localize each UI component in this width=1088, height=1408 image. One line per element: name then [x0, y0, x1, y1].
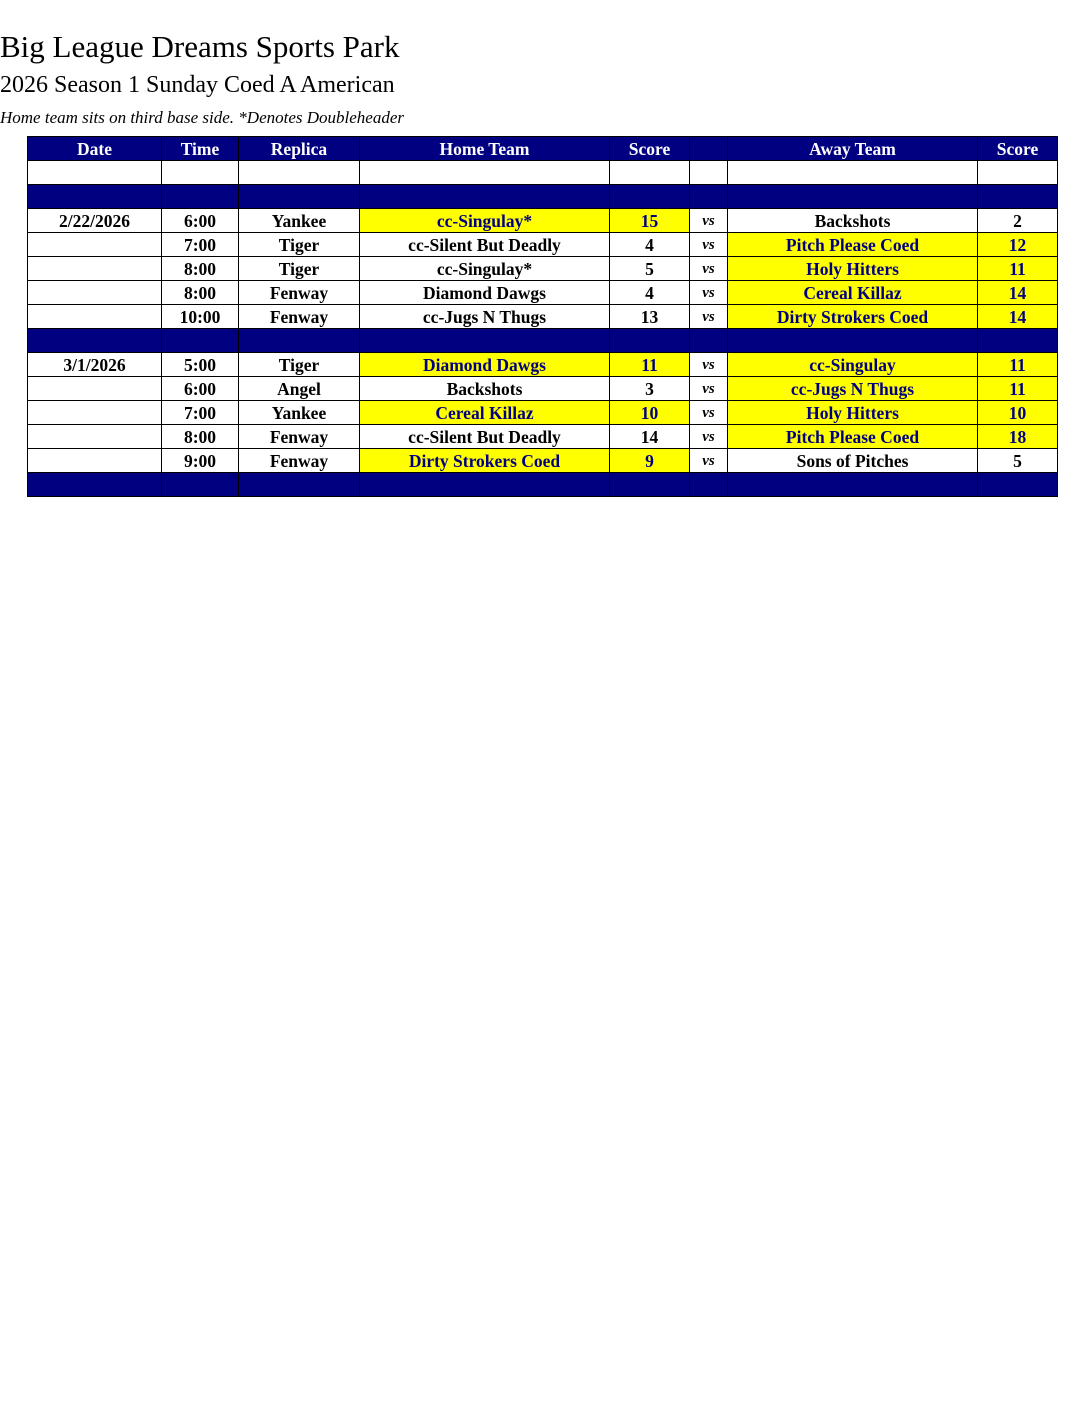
field-replica: Fenway: [239, 305, 360, 329]
col-time-header: Time: [162, 137, 239, 161]
game-date: 3/1/2026: [28, 353, 162, 377]
game-date: [28, 305, 162, 329]
home-score: 4: [610, 281, 690, 305]
game-time: 7:00: [162, 233, 239, 257]
vs-label: vs: [690, 377, 728, 401]
home-team: Cereal Killaz: [360, 401, 610, 425]
col-date-header: Date: [28, 137, 162, 161]
away-score: 11: [978, 257, 1058, 281]
away-team: cc-Singulay: [728, 353, 978, 377]
away-team: Pitch Please Coed: [728, 233, 978, 257]
away-score: 12: [978, 233, 1058, 257]
home-team: cc-Singulay*: [360, 209, 610, 233]
game-date: [28, 377, 162, 401]
home-team: Diamond Dawgs: [360, 353, 610, 377]
home-score: 15: [610, 209, 690, 233]
game-row: [28, 449, 1058, 473]
vs-label: vs: [690, 209, 728, 233]
vs-label: vs: [690, 425, 728, 449]
away-team: Sons of Pitches: [728, 449, 978, 473]
col-home-team-header: Home Team: [360, 137, 610, 161]
away-team: Dirty Strokers Coed: [728, 305, 978, 329]
away-score: 14: [978, 281, 1058, 305]
separator-row: [28, 473, 1058, 497]
game-date: [28, 281, 162, 305]
game-row: [28, 281, 1058, 305]
page-title: Big League Dreams Sports Park: [0, 29, 400, 64]
field-replica: Fenway: [239, 425, 360, 449]
away-team: Backshots: [728, 209, 978, 233]
away-score: 11: [978, 353, 1058, 377]
vs-label: vs: [690, 281, 728, 305]
vs-label: vs: [690, 353, 728, 377]
home-team: cc-Silent But Deadly: [360, 425, 610, 449]
away-score: 14: [978, 305, 1058, 329]
home-score: 9: [610, 449, 690, 473]
home-score: 14: [610, 425, 690, 449]
home-score: 13: [610, 305, 690, 329]
doubleheader-note: Home team sits on third base side. *Denotes Doubleheader: [0, 108, 405, 127]
game-row: [28, 425, 1058, 449]
away-score: 18: [978, 425, 1058, 449]
game-row: [28, 353, 1058, 377]
game-date: [28, 257, 162, 281]
game-date: [28, 233, 162, 257]
game-row: [28, 401, 1058, 425]
home-team: cc-Silent But Deadly: [360, 233, 610, 257]
game-time: 7:00: [162, 401, 239, 425]
home-score: 11: [610, 353, 690, 377]
col-replica-header: Replica: [239, 137, 360, 161]
header-row: [28, 137, 1058, 161]
col-away-team-header: Away Team: [728, 137, 978, 161]
home-score: 3: [610, 377, 690, 401]
home-team: Backshots: [360, 377, 610, 401]
game-time: 10:00: [162, 305, 239, 329]
vs-label: vs: [690, 305, 728, 329]
away-team: cc-Jugs N Thugs: [728, 377, 978, 401]
vs-label: vs: [690, 257, 728, 281]
game-row: [28, 233, 1058, 257]
game-time: 6:00: [162, 209, 239, 233]
away-score: 11: [978, 377, 1058, 401]
game-date: [28, 425, 162, 449]
game-time: 8:00: [162, 281, 239, 305]
home-score: 5: [610, 257, 690, 281]
home-score: 10: [610, 401, 690, 425]
vs-label: vs: [690, 449, 728, 473]
game-row: [28, 257, 1058, 281]
away-score: 2: [978, 209, 1058, 233]
away-team: Holy Hitters: [728, 401, 978, 425]
game-date: 2/22/2026: [28, 209, 162, 233]
field-replica: Tiger: [239, 233, 360, 257]
game-date: [28, 401, 162, 425]
blank-row: [28, 161, 1058, 185]
schedule-table: [27, 136, 1058, 497]
field-replica: Yankee: [239, 401, 360, 425]
vs-label: vs: [690, 233, 728, 257]
away-score: 5: [978, 449, 1058, 473]
home-team: Diamond Dawgs: [360, 281, 610, 305]
field-replica: Tiger: [239, 353, 360, 377]
col-vs-header: [690, 137, 728, 161]
game-time: 9:00: [162, 449, 239, 473]
col-home-score-header: Score: [610, 137, 690, 161]
game-time: 8:00: [162, 425, 239, 449]
away-score: 10: [978, 401, 1058, 425]
home-score: 4: [610, 233, 690, 257]
separator-row: [28, 185, 1058, 209]
game-time: 6:00: [162, 377, 239, 401]
field-replica: Tiger: [239, 257, 360, 281]
separator-row: [28, 329, 1058, 353]
home-team: cc-Jugs N Thugs: [360, 305, 610, 329]
game-row: [28, 209, 1058, 233]
game-row: [28, 377, 1058, 401]
league-subtitle: 2026 Season 1 Sunday Coed A American: [0, 72, 395, 98]
field-replica: Angel: [239, 377, 360, 401]
game-time: 5:00: [162, 353, 239, 377]
away-team: Holy Hitters: [728, 257, 978, 281]
game-date: [28, 449, 162, 473]
col-away-score-header: Score: [978, 137, 1058, 161]
vs-label: vs: [690, 401, 728, 425]
home-team: cc-Singulay*: [360, 257, 610, 281]
field-replica: Fenway: [239, 449, 360, 473]
away-team: Cereal Killaz: [728, 281, 978, 305]
home-team: Dirty Strokers Coed: [360, 449, 610, 473]
field-replica: Yankee: [239, 209, 360, 233]
game-time: 8:00: [162, 257, 239, 281]
game-row: [28, 305, 1058, 329]
away-team: Pitch Please Coed: [728, 425, 978, 449]
schedule-body: [28, 161, 1058, 497]
field-replica: Fenway: [239, 281, 360, 305]
